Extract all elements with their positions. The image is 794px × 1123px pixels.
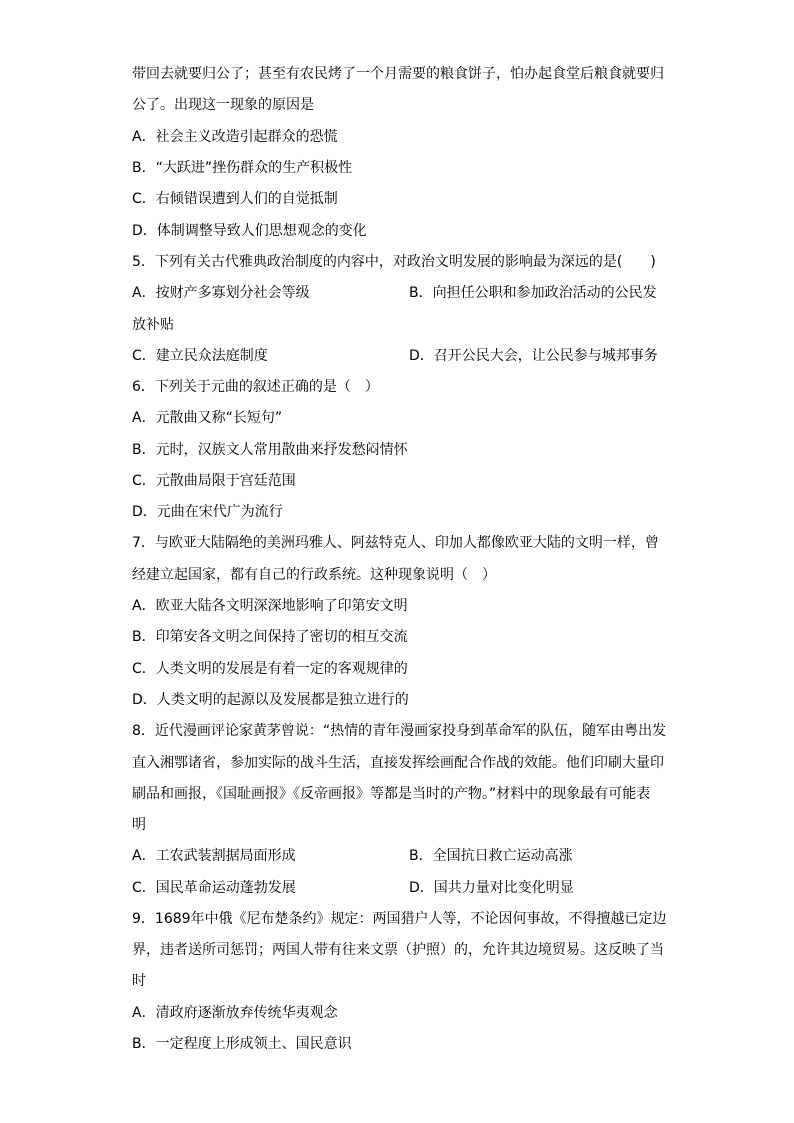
q4-option-b: B．“大跃进”挫伤群众的生产积极性 [132, 160, 353, 176]
q7-option-c: C．人类文明的发展是有着一定的客观规律的 [132, 661, 408, 677]
q4-stem-line: 带回去就要归公了；甚至有农民烤了一个月需要的粮食饼子，怕办起食堂后粮食就要归 [132, 66, 664, 82]
q9-option-a: A．清政府逐渐放弃传统华夷观念 [132, 1005, 338, 1021]
q8-stem-line: 直入湘鄂诸省，参加实际的战斗生活，直接发挥绘画配合作战的效能。他们印刷大量印 [132, 755, 664, 771]
q7-option-a: A．欧亚大陆各文明深深地影响了印第安文明 [132, 598, 408, 614]
q5-option-d: D．召开公民大会，让公民参与城邦事务 [409, 348, 658, 364]
q8-stem-line: 明 [132, 817, 146, 833]
q8-option-a: A．工农武装割据局面形成 [132, 848, 296, 864]
q7-option-d: D．人类文明的起源以及发展都是独立进行的 [132, 692, 409, 708]
q6-option-c: C．元散曲局限于宫廷范围 [132, 473, 296, 489]
q5-option-a: A．按财产多寡划分社会等级 [132, 285, 310, 301]
q7-option-b: B．印第安各文明之间保持了密切的相互交流 [132, 629, 408, 645]
q8-option-c: C．国民革命运动蓬勃发展 [132, 880, 296, 896]
q6-option-a: A．元散曲又称“长短句” [132, 410, 283, 426]
q8-option-b: B．全国抗日救亡运动高涨 [409, 848, 573, 864]
q8-option-d: D．国共力量对比变化明显 [409, 880, 574, 896]
q7-stem-line: 7．与欧亚大陆隔绝的美洲玛雅人、阿兹特克人、印加人都像欧亚大陆的文明一样，曾 [132, 535, 659, 551]
q9-stem-line: 时 [132, 973, 146, 989]
q6-option-b: B．元时，汉族文人常用散曲来抒发愁闷情怀 [132, 442, 408, 458]
q4-stem-line: 公了。出现这一现象的原因是 [132, 97, 314, 113]
q6-option-d: D．元曲在宋代广为流行 [132, 504, 283, 520]
q6-stem: 6．下列关于元曲的叙述正确的是（ ） [132, 379, 379, 395]
q5-option-b-continued: 放补贴 [132, 317, 174, 333]
q4-option-c: C．右倾错误遭到人们的自觉抵制 [132, 191, 338, 207]
q9-stem-line: 9．1689年中俄《尼布楚条约》规定：两国猎户人等，不论因何事故，不得擅越已定边 [132, 911, 667, 927]
q5-option-b: B．向担任公职和参加政治活动的公民发 [409, 285, 657, 301]
q9-option-b: B．一定程度上形成领土、国民意识 [132, 1036, 352, 1052]
q7-stem-line: 经建立起国家，都有自己的行政系统。这种现象说明（ ） [132, 567, 496, 583]
q8-stem-line: 8．近代漫画评论家黄茅曾说：“热情的青年漫画家投身到革命军的队伍，随军由粤出发 [132, 723, 667, 739]
q4-option-a: A．社会主义改造引起群众的恐慌 [132, 129, 338, 145]
q4-option-d: D．体制调整导致人们思想观念的变化 [132, 223, 367, 239]
q9-stem-line: 界，违者送所司惩罚；两国人带有往来文票（护照）的，允许其边境贸易。这反映了当 [132, 942, 664, 958]
q8-stem-line: 刷品和画报，《国耻画报》《反帝画报》等都是当时的产物。”材料中的现象最有可能表 [132, 786, 651, 802]
q5-stem: 5．下列有关古代雅典政治制度的内容中，对政治文明发展的影响最为深远的是( ) [132, 254, 656, 270]
q5-option-c: C．建立民众法庭制度 [132, 348, 268, 364]
